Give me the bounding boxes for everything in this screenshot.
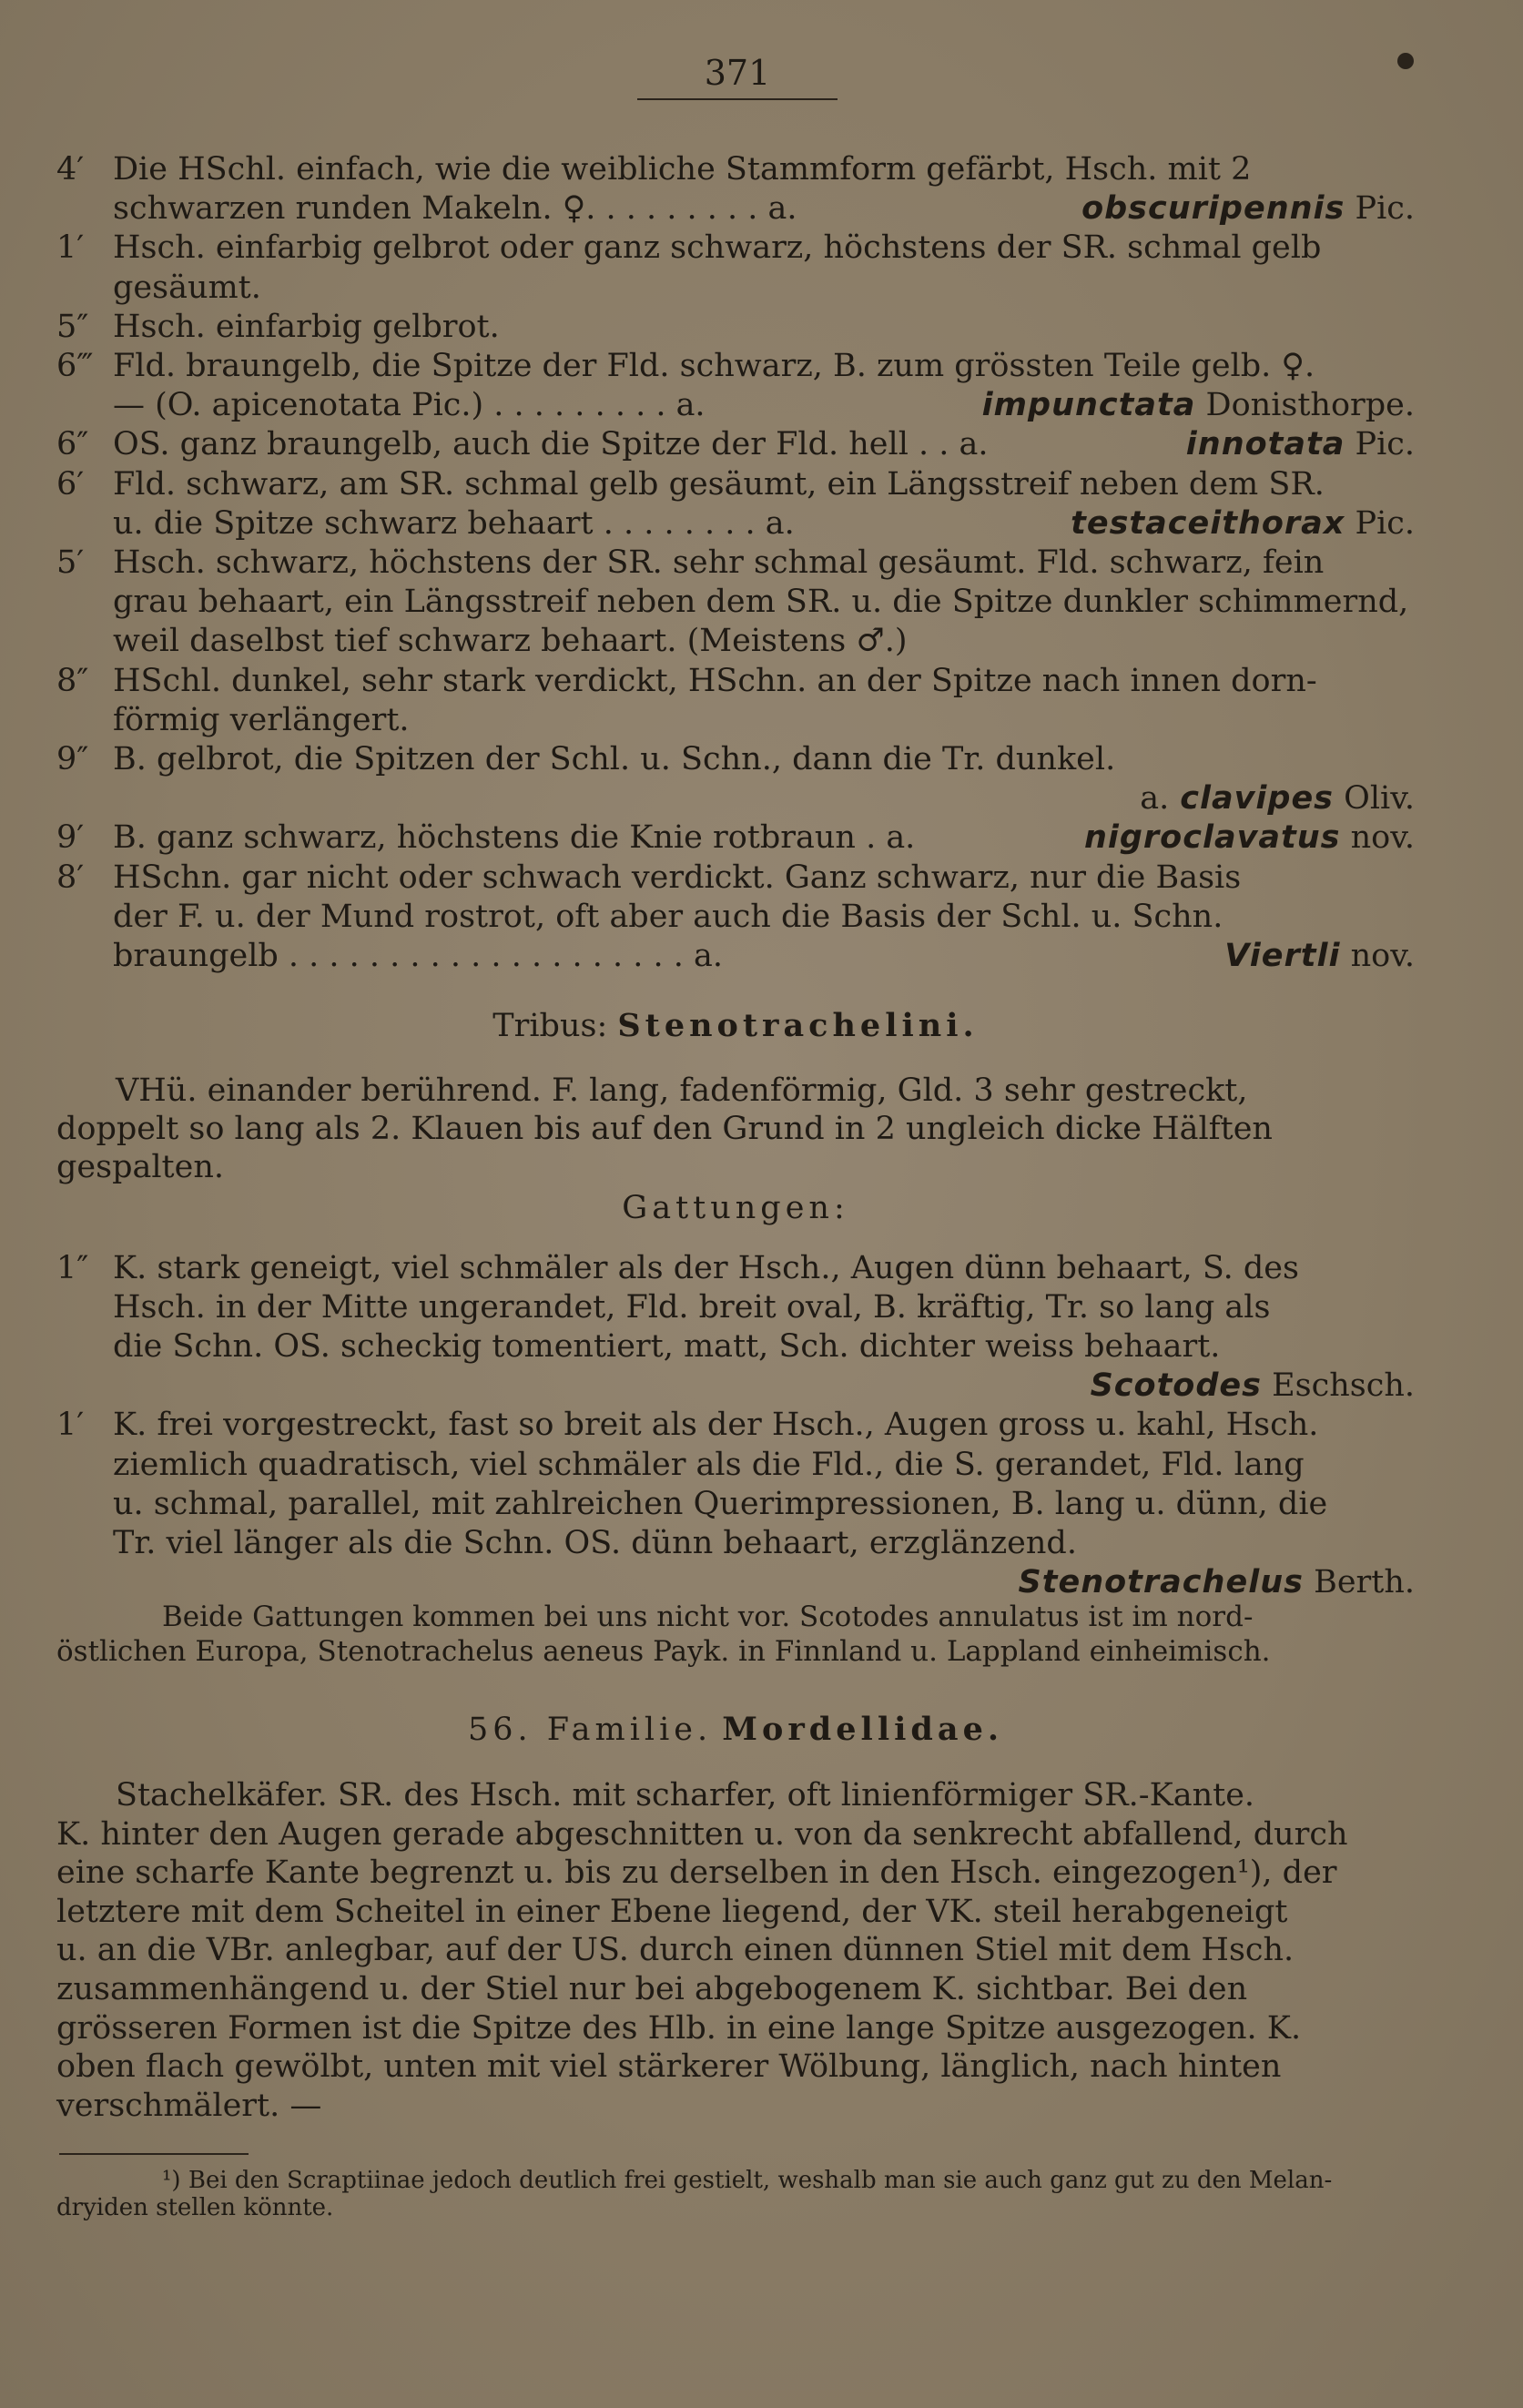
key-line-text — [56, 189, 797, 228]
genera-line — [56, 1327, 1415, 1366]
key-line-text — [56, 740, 1115, 778]
key-line-text — [56, 347, 1315, 385]
line-text: OS. ganz braungelb, auch die Spitze der Fld. hell . . a. — [113, 426, 989, 463]
genera-line — [56, 1446, 1415, 1484]
key-line — [56, 898, 1415, 936]
species-author: Oliv. — [1344, 780, 1415, 818]
genera-line — [56, 1406, 1415, 1444]
key-line-text — [56, 701, 410, 739]
species-name-group — [1224, 937, 1415, 975]
line-text: K. frei vorgestreckt, fast so breit als der Hsch., Augen gross u. kahl, Hsch. — [113, 1407, 1319, 1444]
genera-line-text — [56, 1485, 1327, 1523]
line-text: braungelb . . . . . . . . . . . . . . . . . . . . a. — [113, 938, 723, 974]
genera-line-text — [56, 1446, 1305, 1484]
species-name: testaceithorax — [1071, 504, 1345, 542]
line-text: schwarzen runden Makeln. ♀. . . . . . . . . a. — [113, 190, 797, 228]
line-text: Fld. schwarz, am SR. schmal gelb gesäumt, ein Längsstreif neben dem SR. — [113, 465, 1325, 503]
genera-line — [56, 1563, 1415, 1601]
species-name: Stenotrachelus — [1018, 1563, 1304, 1600]
line-text: die Schn. OS. scheckig tomentiert, matt, Sch. dichter weiss behaart. — [113, 1328, 1221, 1366]
key-line-text — [56, 662, 1317, 700]
gattungen-heading: Gattungen: — [622, 1190, 849, 1226]
line-text: Die HSchl. einfach, wie die weibliche Stammform gefärbt, Hsch. mit 2 — [113, 151, 1252, 188]
species-name: innotata — [1185, 426, 1345, 463]
line-text: HSchn. gar nicht oder schwach verdickt. Ganz schwarz, nur die Basis — [113, 859, 1242, 896]
family-text-line — [56, 1854, 1415, 1892]
tribus-desc-line-1: VHü. einander berührend. F. lang, fadenförmig, Gld. 3 sehr gestreckt, — [116, 1072, 1248, 1109]
key-line-text — [56, 229, 1321, 267]
key-line-text — [56, 898, 1223, 936]
family-text-span: K. hinter den Augen gerade abgeschnitten u. von da senkrecht abfallend, durch — [56, 1815, 1348, 1853]
key-line-text — [56, 308, 500, 346]
species-author: Eschsch. — [1272, 1367, 1415, 1405]
family-text-span: zusammenhängend u. der Stiel nur bei abgebogenem K. sichtbar. Bei den — [56, 1971, 1248, 2007]
line-text: — (O. apicenotata Pic.) . . . . . . . . . a. — [113, 387, 706, 424]
species-author: nov. — [1350, 938, 1415, 974]
key-mark: 8′ — [56, 859, 85, 896]
family-text-line — [116, 1776, 1415, 1814]
footnote-line-2: dryiden stellen könnte. — [56, 2194, 334, 2221]
genera-line-text — [56, 1288, 1270, 1326]
key-line-text — [56, 937, 723, 975]
key-line-text — [56, 269, 261, 307]
genera-line-text — [951, 1563, 1008, 1601]
line-text: Fld. braungelb, die Spitze der Fld. schwarz, B. zum grössten Teile gelb. ♀. — [113, 348, 1315, 384]
family-text-span: eine scharfe Kante begrenzt u. bis zu derselben in den Hsch. eingezogen¹), der — [56, 1854, 1337, 1892]
key-mark: 1′ — [56, 1407, 85, 1444]
key-line — [56, 386, 1415, 424]
family-text-line — [56, 1815, 1415, 1854]
family-text-span: oben flach gewölbt, unten mit viel stärkerer Wölbung, länglich, nach hinten — [56, 2048, 1282, 2086]
species-name: nigroclavatus — [1083, 819, 1341, 857]
species-author: Pic. — [1355, 190, 1415, 228]
key-mark: 9″ — [56, 741, 89, 777]
species-name-group — [982, 386, 1415, 424]
key-line — [56, 583, 1415, 621]
line-text: weil daselbst tief schwarz behaart. (Meistens ♂.) — [113, 623, 908, 660]
key-line — [56, 859, 1415, 897]
key-mark: 5″ — [56, 308, 89, 345]
family-text-span: grösseren Formen ist die Spitze des Hlb. in eine lange Spitze ausgezogen. K. — [56, 2009, 1302, 2047]
genera-line — [56, 1249, 1415, 1287]
key-mark: 4′ — [56, 151, 85, 188]
genera-line-text — [56, 1327, 1220, 1366]
line-text: B. gelbrot, die Spitzen der Schl. u. Schn., dann die Tr. dunkel. — [113, 741, 1116, 777]
key-line-text — [56, 150, 1251, 188]
species-name-group — [1180, 779, 1415, 818]
note-line-1: Beide Gattungen kommen bei uns nicht vor. Scotodes annulatus ist im nord- — [162, 1600, 1254, 1633]
key-line — [56, 150, 1415, 188]
tribus-heading — [56, 1007, 1415, 1045]
species-name-group — [1091, 1367, 1415, 1405]
key-line — [56, 308, 1415, 346]
key-line — [56, 740, 1415, 778]
family-text-line — [56, 2009, 1415, 2047]
family-name: Mordellidae. — [722, 1711, 1004, 1748]
genera-line-text — [56, 1524, 1077, 1562]
family-heading — [56, 1711, 1415, 1749]
species-name-group — [1186, 425, 1415, 463]
genera-line — [56, 1524, 1415, 1562]
family-text-span: letztere mit dem Scheitel in einer Ebene liegend, der VK. steil herabgeneigt — [56, 1893, 1288, 1930]
line-text: ziemlich quadratisch, viel schmäler als die Fld., die S. gerandet, Fld. lang — [113, 1446, 1305, 1483]
key-line — [56, 701, 1415, 739]
key-line — [56, 347, 1415, 385]
key-line-text — [56, 818, 915, 857]
key-line — [56, 504, 1415, 543]
tribus-name: Stenotrachelini. — [617, 1007, 979, 1044]
key-line-text — [56, 859, 1241, 897]
key-line — [56, 662, 1415, 700]
line-text: grau behaart, ein Längsstreif neben dem SR. u. die Spitze dunkler schimmernd, — [113, 584, 1409, 621]
line-text: B. ganz schwarz, höchstens die Knie rotbraun . a. — [113, 819, 916, 857]
key-line — [56, 425, 1415, 463]
line-text: Hsch. in der Mitte ungerandet, Fld. breit oval, B. kräftig, Tr. so lang als — [113, 1289, 1271, 1326]
family-text-span: Stachelkäfer. SR. des Hsch. mit scharfer, oft linienförmiger SR.-Kante. — [116, 1777, 1255, 1814]
species-author: Pic. — [1355, 504, 1415, 542]
species-name: obscuripennis — [1081, 190, 1345, 228]
family-label: 56. Familie. — [467, 1712, 713, 1748]
species-name: Scotodes — [1090, 1367, 1262, 1405]
genera-line-text — [1023, 1367, 1080, 1405]
key-line — [56, 465, 1415, 503]
tribus-desc-line-2: doppelt so lang als 2. Klauen bis auf den Grund in 2 ungleich dicke Hälften — [56, 1111, 1273, 1147]
species-name: clavipes — [1180, 780, 1335, 818]
species-name: Viertli — [1224, 938, 1341, 974]
key-line — [56, 269, 1415, 307]
key-line — [56, 818, 1415, 857]
key-line-text — [56, 544, 1324, 582]
family-text-line — [56, 1931, 1415, 1969]
key-line — [56, 937, 1415, 975]
key-line-text — [56, 622, 908, 660]
key-line-text — [56, 386, 706, 424]
species-name-group — [1084, 818, 1415, 857]
line-text: gesäumt. — [113, 269, 261, 306]
line-text: der F. u. der Mund rostrot, oft aber auch die Basis der Schl. u. Schn. — [113, 898, 1223, 935]
species-name-group — [1071, 504, 1415, 543]
family-text-line — [56, 2047, 1415, 2086]
species-name: impunctata — [981, 387, 1196, 424]
genera-line — [56, 1367, 1415, 1405]
ink-spot — [1397, 53, 1414, 69]
species-author: Berth. — [1314, 1563, 1415, 1600]
line-text: förmig verlängert. — [113, 701, 410, 738]
line-text: Hsch. einfarbig gelbrot. — [113, 308, 500, 345]
line-text: a. — [1140, 780, 1170, 818]
line-text: u. die Spitze schwarz behaart . . . . . . . . a. — [113, 504, 795, 542]
key-mark: 1′ — [56, 229, 85, 267]
genera-line-text — [56, 1406, 1318, 1444]
page-number: 371 — [637, 53, 838, 100]
key-line — [56, 229, 1415, 267]
genera-line — [56, 1485, 1415, 1523]
species-author: nov. — [1350, 819, 1415, 857]
tribus-label: Tribus: — [492, 1008, 608, 1044]
family-text-line — [56, 1893, 1415, 1931]
family-text-line — [56, 1970, 1415, 2008]
note-line-2: östlichen Europa, Stenotrachelus aeneus Payk. in Finnland u. Lappland einheimisch. — [56, 1635, 1271, 1668]
family-text-span: u. an die VBr. anlegbar, auf der US. durch einen dünnen Stiel mit dem Hsch. — [56, 1932, 1295, 1969]
genera-line-text — [56, 1249, 1299, 1287]
key-mark: 9′ — [56, 819, 85, 857]
key-mark: 1″ — [56, 1250, 89, 1286]
key-line — [56, 189, 1415, 228]
key-mark: 6‴ — [56, 348, 94, 384]
family-text-line — [56, 2087, 1415, 2125]
key-line-text — [1083, 779, 1169, 818]
key-line-text — [56, 583, 1408, 621]
key-line — [56, 779, 1415, 818]
key-line — [56, 544, 1415, 582]
key-line-text — [56, 425, 989, 463]
species-author: Pic. — [1355, 426, 1415, 463]
line-text: Hsch. schwarz, höchstens der SR. sehr schmal gesäumt. Fld. schwarz, fein — [113, 544, 1325, 581]
line-text: HSchl. dunkel, sehr stark verdickt, HSchn. an der Spitze nach innen dorn- — [113, 662, 1317, 699]
line-text: u. schmal, parallel, mit zahlreichen Querimpressionen, B. lang u. dünn, die — [113, 1485, 1328, 1522]
footnote-line-1: ¹) Bei den Scraptiinae jedoch deutlich frei gestielt, weshalb man sie auch ganz gut zu den Melan- — [162, 2167, 1333, 2194]
species-name-group — [1019, 1563, 1415, 1601]
species-author: Donisthorpe. — [1205, 387, 1415, 424]
key-line — [56, 622, 1415, 660]
key-line-text — [56, 504, 795, 543]
line-text: Tr. viel länger als die Schn. OS. dünn behaart, erzglänzend. — [113, 1524, 1077, 1561]
line-text: K. stark geneigt, viel schmäler als der Hsch., Augen dünn behaart, S. des — [113, 1250, 1299, 1286]
tribus-desc-line-3: gespalten. — [56, 1149, 224, 1185]
key-mark: 5′ — [56, 544, 85, 581]
key-mark: 8″ — [56, 662, 89, 699]
key-mark: 6′ — [56, 465, 85, 503]
footnote-rule — [59, 2153, 249, 2155]
species-name-group — [1081, 189, 1415, 228]
key-mark: 6″ — [56, 426, 89, 463]
genera-line — [56, 1288, 1415, 1326]
key-line-text — [56, 465, 1325, 503]
family-text-span: verschmälert. — — [56, 2087, 322, 2124]
line-text: Hsch. einfarbig gelbrot oder ganz schwarz, höchstens der SR. schmal gelb — [113, 229, 1322, 267]
